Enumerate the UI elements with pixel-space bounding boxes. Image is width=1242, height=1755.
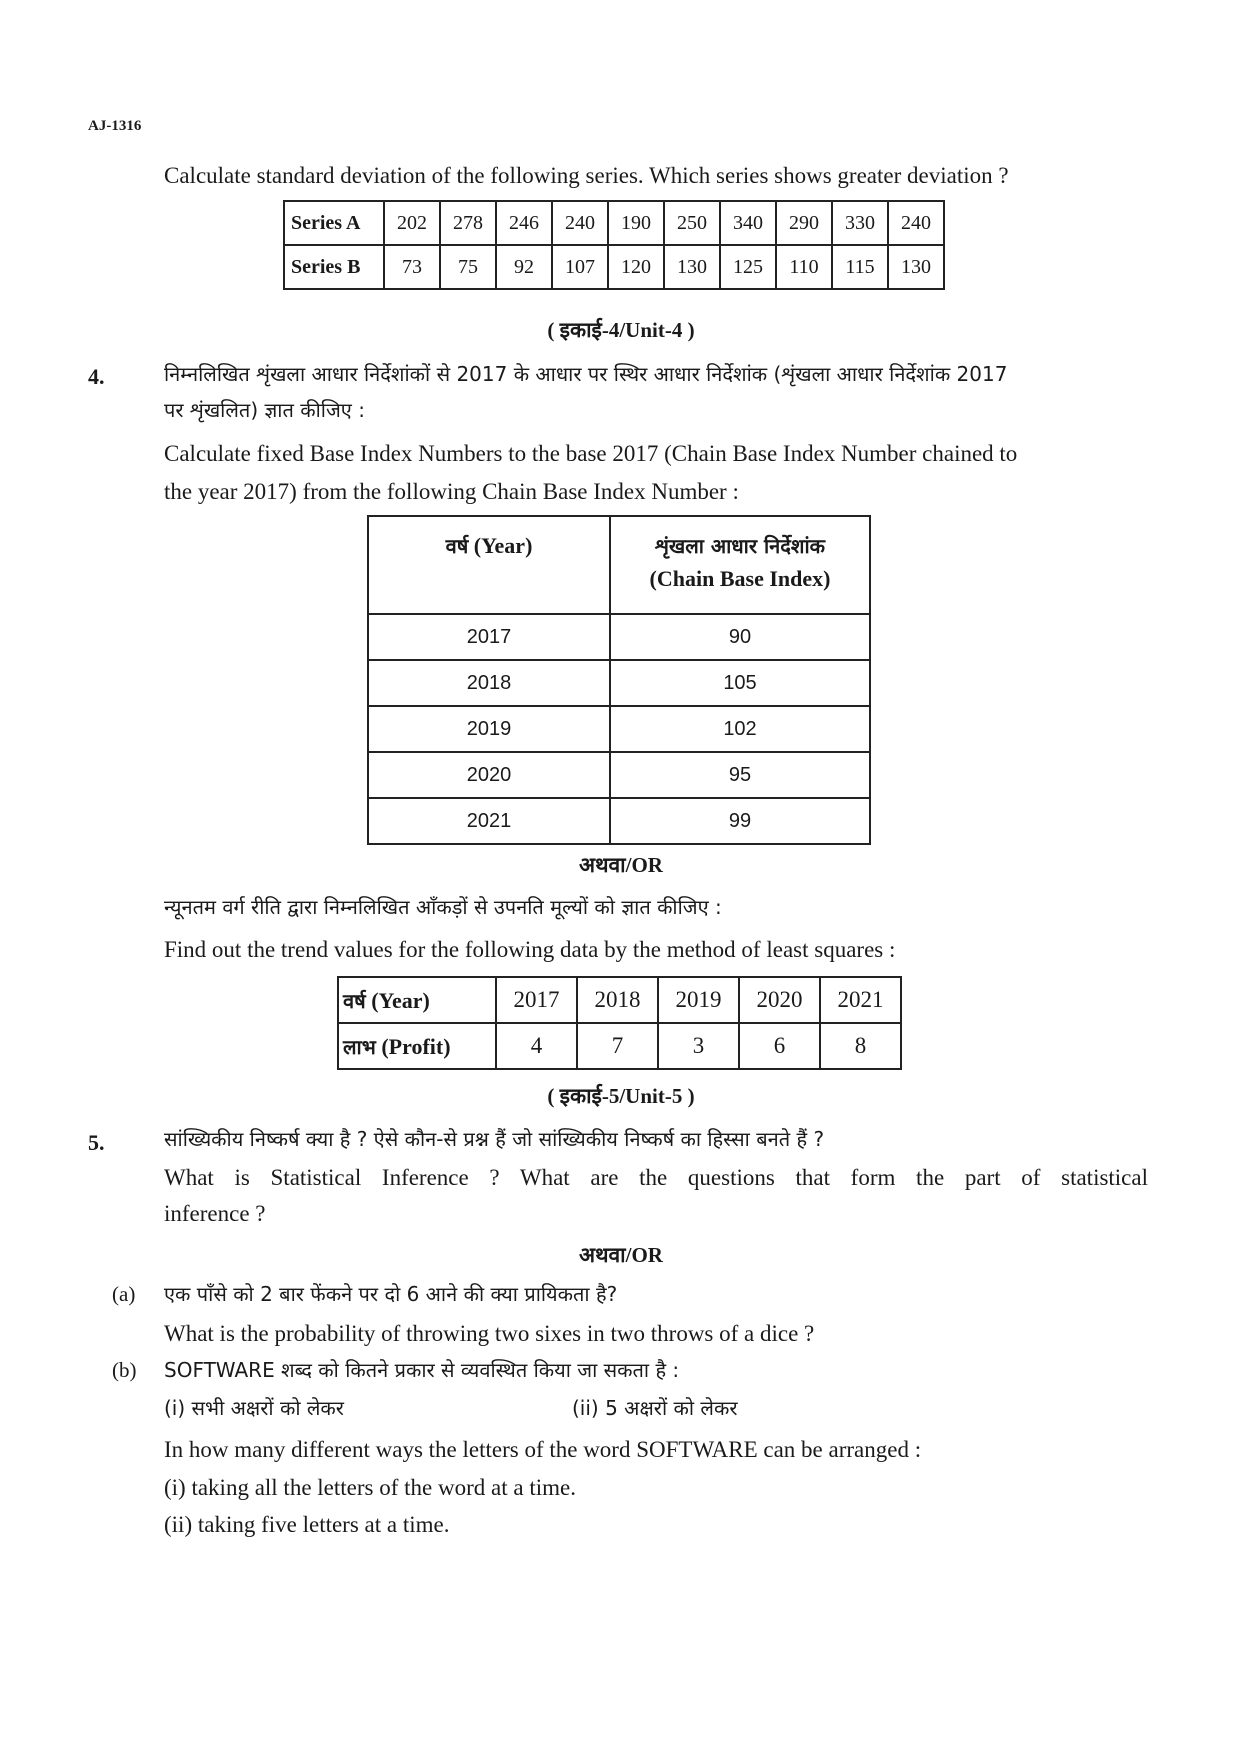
trend-year-label-english: (Year): [371, 987, 430, 1013]
paper-code: AJ-1316: [88, 118, 142, 134]
series-value-cell: 190: [608, 201, 664, 245]
q4-english-line1: Calculate fixed Base Index Numbers to the base 2017 (Chain Base Index Number chained to: [164, 441, 1018, 466]
unit5-heading: ( इकाई-5/Unit-5 ): [547, 1084, 695, 1108]
chain-table-body: [368, 614, 870, 844]
trend-profit-cell: 8: [820, 1023, 901, 1069]
chain-row: [368, 614, 870, 660]
trend-year-cell: 2017: [496, 977, 577, 1023]
chain-year-cell: 2020: [368, 752, 610, 798]
trend-year-cell: 2019: [658, 977, 739, 1023]
q4-hindi-line1: निम्नलिखित शृंखला आधार निर्देशांकों से 2017 के आधार पर स्थिर आधार निर्देशांक (शृंखला आधार निर्देशांक 2017: [164, 362, 1008, 386]
series-table-body: [284, 201, 944, 289]
q5-hindi: सांख्यिकीय निष्कर्ष क्या है ? ऐसे कौन-से प्रश्न हैं जो सांख्यिकीय निष्कर्ष का हिस्सा बनते हैं ?: [164, 1127, 825, 1151]
part-b-hindi: SOFTWARE शब्द को कितने प्रकार से व्यवस्थित किया जा सकता है :: [164, 1358, 680, 1382]
part-a-label: (a): [112, 1282, 136, 1306]
trend-profit-cell: 7: [577, 1023, 658, 1069]
series-value-cell: 330: [832, 201, 888, 245]
series-table: [283, 200, 945, 290]
unit4-heading: ( इकाई-4/Unit-4 ): [547, 318, 695, 342]
series-row-label: Series B: [284, 245, 384, 289]
series-value-cell: 240: [888, 201, 944, 245]
series-row: [284, 245, 944, 289]
q4-hindi-line2: पर शृंखलित) ज्ञात कीजिए :: [164, 398, 365, 422]
series-value-cell: 75: [440, 245, 496, 289]
chain-col-year-english: (Year): [473, 533, 533, 558]
part-a-english: What is the probability of throwing two sixes in two throws of a dice ?: [164, 1321, 815, 1346]
chain-col-index-hindi: शृंखला आधार निर्देशांक: [654, 534, 826, 558]
series-value-cell: 125: [720, 245, 776, 289]
chain-col-index-english: (Chain Base Index): [649, 566, 831, 591]
trend-year-cell: 2018: [577, 977, 658, 1023]
trend-profit-cell: 3: [658, 1023, 739, 1069]
q4-english-line2: the year 2017) from the following Chain Base Index Number :: [164, 479, 739, 504]
series-row: [284, 201, 944, 245]
q5-english-line1: What is Statistical Inference ? What are the questions that form the part of statistical: [164, 1165, 1148, 1190]
series-value-cell: 130: [664, 245, 720, 289]
series-value-cell: 130: [888, 245, 944, 289]
unit4-or-label: अथवा/OR: [579, 853, 663, 877]
chain-index-cell: 90: [610, 614, 870, 660]
q5-english-line2: inference ?: [164, 1201, 266, 1226]
chain-col-year-hindi: वर्ष: [445, 534, 469, 558]
trend-profit-label-hindi: लाभ: [343, 1034, 376, 1059]
series-value-cell: 340: [720, 201, 776, 245]
part-b-label: (b): [112, 1358, 137, 1382]
chain-index-table: [367, 515, 871, 845]
trend-year-label: [338, 977, 496, 1023]
chain-index-cell: 95: [610, 752, 870, 798]
chain-index-cell: 99: [610, 798, 870, 844]
series-value-cell: 120: [608, 245, 664, 289]
series-value-cell: 240: [552, 201, 608, 245]
trend-year-row: [338, 977, 901, 1023]
chain-row: [368, 660, 870, 706]
series-value-cell: 290: [776, 201, 832, 245]
chain-col-year-header: [368, 516, 610, 614]
series-value-cell: 202: [384, 201, 440, 245]
chain-index-cell: 105: [610, 660, 870, 706]
chain-row: [368, 798, 870, 844]
part-b-hindi-i: (i) सभी अक्षरों को लेकर: [164, 1396, 344, 1420]
series-value-cell: 107: [552, 245, 608, 289]
series-value-cell: 92: [496, 245, 552, 289]
q4-or-hindi: न्यूनतम वर्ग रीति द्वारा निम्नलिखित आँकड़ों से उपनति मूल्यों को ज्ञात कीजिए :: [164, 895, 722, 919]
chain-col-index-header: [610, 516, 870, 614]
series-value-cell: 115: [832, 245, 888, 289]
series-value-cell: 110: [776, 245, 832, 289]
part-b-english-ii: (ii) taking five letters at a time.: [164, 1512, 450, 1537]
q3-english-text: Calculate standard deviation of the following series. Which series shows greater deviation ?: [164, 163, 1009, 188]
series-row-label: Series A: [284, 201, 384, 245]
chain-year-cell: 2021: [368, 798, 610, 844]
chain-row: [368, 752, 870, 798]
chain-year-cell: 2017: [368, 614, 610, 660]
trend-table: [337, 976, 902, 1070]
unit5-or-label: अथवा/OR: [579, 1243, 663, 1267]
trend-profit-label: [338, 1023, 496, 1069]
part-b-english: In how many different ways the letters of the word SOFTWARE can be arranged :: [164, 1437, 922, 1462]
trend-year-cell: 2020: [739, 977, 820, 1023]
series-value-cell: 73: [384, 245, 440, 289]
trend-profit-cell: 6: [739, 1023, 820, 1069]
series-value-cell: 278: [440, 201, 496, 245]
trend-profit-cell: 4: [496, 1023, 577, 1069]
part-b-english-i: (i) taking all the letters of the word at a time.: [164, 1475, 576, 1500]
trend-year-label-hindi: वर्ष: [343, 988, 366, 1013]
chain-row: [368, 706, 870, 752]
trend-profit-label-english: (Profit): [381, 1033, 451, 1059]
part-a-hindi: एक पाँसे को 2 बार फेंकने पर दो 6 आने की क्या प्रायिकता है?: [164, 1282, 618, 1306]
q5-number: 5.: [88, 1130, 105, 1155]
trend-profit-row: [338, 1023, 901, 1069]
chain-year-cell: 2019: [368, 706, 610, 752]
series-value-cell: 246: [496, 201, 552, 245]
q4-number: 4.: [88, 364, 105, 389]
series-value-cell: 250: [664, 201, 720, 245]
part-b-hindi-ii: (ii) 5 अक्षरों को लेकर: [572, 1396, 738, 1420]
chain-year-cell: 2018: [368, 660, 610, 706]
chain-index-cell: 102: [610, 706, 870, 752]
trend-year-cell: 2021: [820, 977, 901, 1023]
q4-or-english: Find out the trend values for the following data by the method of least squares :: [164, 937, 896, 962]
